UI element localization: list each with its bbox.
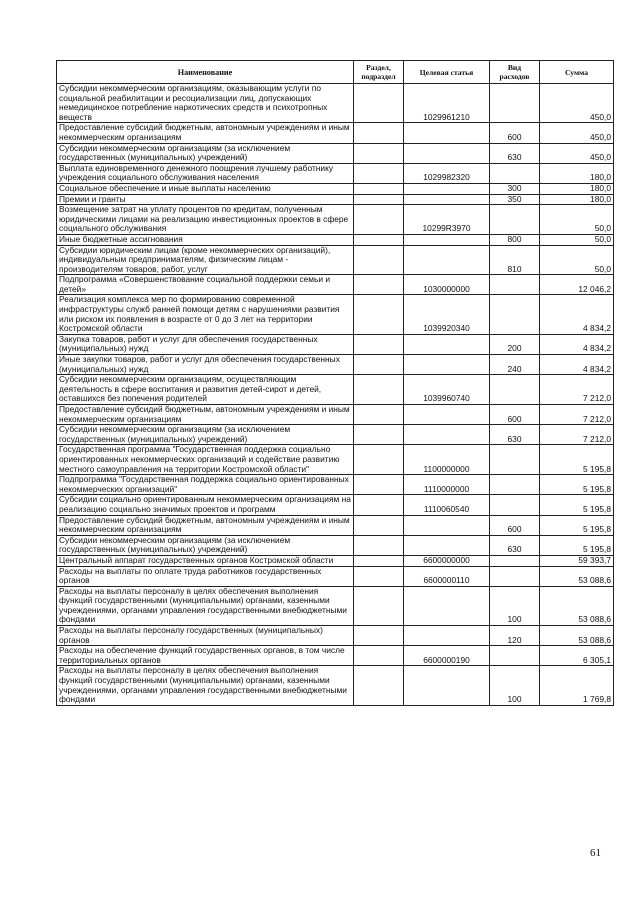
- cell-expense-type: 300: [490, 183, 540, 194]
- cell-name: Предоставление субсидий бюджетным, автономным учреждениям и иным некоммерческим организациям: [57, 123, 354, 143]
- cell-expense-type: 800: [490, 234, 540, 245]
- cell-target-article: [404, 183, 490, 194]
- cell-target-article: 1029961210: [404, 84, 490, 123]
- cell-expense-type: 630: [490, 535, 540, 555]
- cell-target-article: [404, 515, 490, 535]
- cell-target-article: 1030000000: [404, 275, 490, 295]
- cell-section-code: [354, 555, 404, 566]
- cell-name: Подпрограмма "Государственная поддержка социально ориентированных некоммерческих организаций": [57, 475, 354, 495]
- cell-sum: 53 088,6: [540, 626, 614, 646]
- cell-sum: 4 834,2: [540, 295, 614, 334]
- page-number: 61: [590, 847, 601, 859]
- cell-name: Реализация комплекса мер по формированию современной инфраструктуры служб ранней помощи детям с нарушениями развития или риском их появления в возрасте от 0 до 3 лет на территории Костромской области: [57, 295, 354, 334]
- cell-name: Закупка товаров, работ и услуг для обеспечения государственных (муниципальных) нужд: [57, 334, 354, 354]
- cell-section-code: [354, 275, 404, 295]
- table-row: [57, 234, 614, 245]
- cell-name: Расходы на выплаты персоналу государственных (муниципальных) органов: [57, 626, 354, 646]
- cell-expense-type: 200: [490, 334, 540, 354]
- cell-target-article: 1100000000: [404, 445, 490, 475]
- table-header-row: [57, 61, 614, 84]
- table-row: [57, 84, 614, 123]
- cell-section-code: [354, 123, 404, 143]
- cell-target-article: 1110060540: [404, 495, 490, 515]
- cell-name: Социальное обеспечение и иные выплаты населению: [57, 183, 354, 194]
- cell-sum: 12 046,2: [540, 275, 614, 295]
- table-body: [57, 84, 614, 706]
- cell-sum: 4 834,2: [540, 355, 614, 375]
- cell-name: Предоставление субсидий бюджетным, автономным учреждениям и иным некоммерческим организациям: [57, 405, 354, 425]
- header-expense-type: Вид расходов: [490, 61, 540, 84]
- cell-name: Субсидии юридическим лицам (кроме некоммерческих организаций), индивидуальным предпринимателям, физическим лицам - производителям товаров, работ, услуг: [57, 245, 354, 275]
- cell-sum: 50,0: [540, 205, 614, 235]
- cell-name: Государственная программа "Государственная поддержка социально ориентированных некоммерческих организаций и содействие развитию местного самоуправления на территории Костромской области": [57, 445, 354, 475]
- cell-sum: 450,0: [540, 143, 614, 163]
- header-sum: Сумма: [540, 61, 614, 84]
- table-row: [57, 295, 614, 334]
- cell-name: Возмещение затрат на уплату процентов по кредитам, полученным юридическими лицами на реализацию инвестиционных проектов в сфере социального обслуживания: [57, 205, 354, 235]
- cell-sum: 6 305,1: [540, 646, 614, 666]
- cell-target-article: [404, 194, 490, 205]
- cell-name: Расходы на выплаты персоналу в целях обеспечения выполнения функций государственными (муниципальными) органами, казенными учреждениями, органами управления государственными внебюджетными фондами: [57, 586, 354, 625]
- cell-section-code: [354, 666, 404, 705]
- cell-section-code: [354, 535, 404, 555]
- cell-sum: 59 393,7: [540, 555, 614, 566]
- table-row: [57, 123, 614, 143]
- header-name: Наименование: [57, 61, 354, 84]
- cell-name: Выплата единовременного денежного поощрения лучшему работнику учреждения социального обслуживания населения: [57, 163, 354, 183]
- cell-expense-type: [490, 275, 540, 295]
- cell-sum: 50,0: [540, 245, 614, 275]
- cell-sum: 5 195,8: [540, 515, 614, 535]
- table-row: [57, 245, 614, 275]
- table-row: [57, 194, 614, 205]
- cell-section-code: [354, 163, 404, 183]
- table-row: [57, 475, 614, 495]
- cell-name: Субсидии социально ориентированным некоммерческим организациям на реализацию социально значимых проектов и программ: [57, 495, 354, 515]
- cell-expense-type: [490, 555, 540, 566]
- header-section-code: Раздел, подраздел: [354, 61, 404, 84]
- cell-section-code: [354, 425, 404, 445]
- cell-expense-type: [490, 205, 540, 235]
- cell-name: Расходы на обеспечение функций государственных органов, в том числе территориальных органов: [57, 646, 354, 666]
- table-row: [57, 535, 614, 555]
- cell-section-code: [354, 566, 404, 586]
- cell-sum: 4 834,2: [540, 334, 614, 354]
- cell-section-code: [354, 475, 404, 495]
- cell-target-article: [404, 586, 490, 625]
- cell-section-code: [354, 405, 404, 425]
- cell-section-code: [354, 205, 404, 235]
- cell-sum: 5 195,8: [540, 535, 614, 555]
- table-row: [57, 646, 614, 666]
- cell-section-code: [354, 194, 404, 205]
- table-row: [57, 334, 614, 354]
- cell-target-article: 1029982320: [404, 163, 490, 183]
- cell-expense-type: 630: [490, 425, 540, 445]
- table-row: [57, 445, 614, 475]
- cell-section-code: [354, 515, 404, 535]
- cell-sum: 180,0: [540, 194, 614, 205]
- cell-name: Субсидии некоммерческим организациям, осуществляющим деятельность в сфере воспитания и развития детей-сирот и детей, оставшихся без попечения родителей: [57, 375, 354, 405]
- cell-name: Иные бюджетные ассигнования: [57, 234, 354, 245]
- cell-sum: 450,0: [540, 84, 614, 123]
- cell-sum: 5 195,8: [540, 445, 614, 475]
- cell-target-article: [404, 143, 490, 163]
- cell-section-code: [354, 355, 404, 375]
- cell-target-article: [404, 666, 490, 705]
- cell-target-article: 1039960740: [404, 375, 490, 405]
- cell-expense-type: 600: [490, 405, 540, 425]
- cell-sum: 7 212,0: [540, 405, 614, 425]
- cell-target-article: [404, 355, 490, 375]
- cell-section-code: [354, 445, 404, 475]
- cell-name: Субсидии некоммерческим организациям (за исключением государственных (муниципальных) учреждений): [57, 143, 354, 163]
- cell-sum: 53 088,6: [540, 586, 614, 625]
- cell-expense-type: [490, 475, 540, 495]
- table-row: [57, 666, 614, 705]
- cell-target-article: [404, 234, 490, 245]
- cell-target-article: [404, 425, 490, 445]
- cell-section-code: [354, 626, 404, 646]
- cell-target-article: [404, 535, 490, 555]
- cell-name: Центральный аппарат государственных органов Костромской области: [57, 555, 354, 566]
- table-row: [57, 626, 614, 646]
- cell-expense-type: [490, 495, 540, 515]
- cell-expense-type: 630: [490, 143, 540, 163]
- cell-sum: 7 212,0: [540, 375, 614, 405]
- cell-section-code: [354, 183, 404, 194]
- table-row: [57, 586, 614, 625]
- cell-name: Субсидии некоммерческим организациям, оказывающим услуги по социальной реабилитации и ресоциализации лиц, допускающих немедицинское потребление наркотических средств и психотропных веществ: [57, 84, 354, 123]
- table-row: [57, 163, 614, 183]
- cell-target-article: [404, 245, 490, 275]
- cell-section-code: [354, 495, 404, 515]
- table-row: [57, 495, 614, 515]
- cell-sum: 7 212,0: [540, 425, 614, 445]
- cell-expense-type: 100: [490, 666, 540, 705]
- cell-target-article: 1039920340: [404, 295, 490, 334]
- cell-expense-type: [490, 163, 540, 183]
- cell-section-code: [354, 586, 404, 625]
- table-row: [57, 515, 614, 535]
- cell-section-code: [354, 234, 404, 245]
- cell-section-code: [354, 84, 404, 123]
- cell-expense-type: 600: [490, 515, 540, 535]
- cell-target-article: [404, 405, 490, 425]
- cell-name: Предоставление субсидий бюджетным, автономным учреждениям и иным некоммерческим организациям: [57, 515, 354, 535]
- cell-expense-type: 350: [490, 194, 540, 205]
- cell-section-code: [354, 295, 404, 334]
- table-row: [57, 205, 614, 235]
- cell-target-article: 6600000000: [404, 555, 490, 566]
- cell-expense-type: 240: [490, 355, 540, 375]
- cell-name: Премии и гранты: [57, 194, 354, 205]
- cell-expense-type: [490, 445, 540, 475]
- cell-sum: 53 088,6: [540, 566, 614, 586]
- cell-expense-type: [490, 295, 540, 334]
- cell-sum: 180,0: [540, 183, 614, 194]
- cell-sum: 5 195,8: [540, 475, 614, 495]
- cell-expense-type: 600: [490, 123, 540, 143]
- cell-expense-type: 120: [490, 626, 540, 646]
- cell-name: Расходы на выплаты персоналу в целях обеспечения выполнения функций государственными (муниципальными) органами, казенными учреждениями, органами управления государственными внебюджетными фондами: [57, 666, 354, 705]
- cell-sum: 5 195,8: [540, 495, 614, 515]
- cell-expense-type: 100: [490, 586, 540, 625]
- table-row: [57, 143, 614, 163]
- header-target-article: Целевая статья: [404, 61, 490, 84]
- cell-section-code: [354, 375, 404, 405]
- cell-expense-type: [490, 375, 540, 405]
- cell-name: Расходы на выплаты по оплате труда работников государственных органов: [57, 566, 354, 586]
- cell-target-article: [404, 334, 490, 354]
- cell-sum: 450,0: [540, 123, 614, 143]
- cell-target-article: [404, 626, 490, 646]
- cell-sum: 1 769,8: [540, 666, 614, 705]
- cell-expense-type: [490, 646, 540, 666]
- table-row: [57, 183, 614, 194]
- cell-expense-type: [490, 566, 540, 586]
- cell-name: Подпрограмма «Совершенствование социальной поддержки семьи и детей»: [57, 275, 354, 295]
- table-row: [57, 425, 614, 445]
- cell-name: Субсидии некоммерческим организациям (за исключением государственных (муниципальных) учреждений): [57, 425, 354, 445]
- budget-table: [56, 60, 614, 706]
- table-row: [57, 405, 614, 425]
- cell-expense-type: 810: [490, 245, 540, 275]
- cell-name: Иные закупки товаров, работ и услуг для обеспечения государственных (муниципальных) нужд: [57, 355, 354, 375]
- cell-target-article: [404, 123, 490, 143]
- cell-section-code: [354, 143, 404, 163]
- cell-sum: 50,0: [540, 234, 614, 245]
- cell-name: Субсидии некоммерческим организациям (за исключением государственных (муниципальных) учреждений): [57, 535, 354, 555]
- cell-expense-type: [490, 84, 540, 123]
- table-row: [57, 555, 614, 566]
- cell-section-code: [354, 646, 404, 666]
- cell-target-article: 6600000190: [404, 646, 490, 666]
- cell-sum: 180,0: [540, 163, 614, 183]
- cell-target-article: 6600000110: [404, 566, 490, 586]
- cell-target-article: 10299R3970: [404, 205, 490, 235]
- cell-target-article: 1110000000: [404, 475, 490, 495]
- cell-section-code: [354, 334, 404, 354]
- cell-section-code: [354, 245, 404, 275]
- table-row: [57, 566, 614, 586]
- table-row: [57, 355, 614, 375]
- table-row: [57, 375, 614, 405]
- table-row: [57, 275, 614, 295]
